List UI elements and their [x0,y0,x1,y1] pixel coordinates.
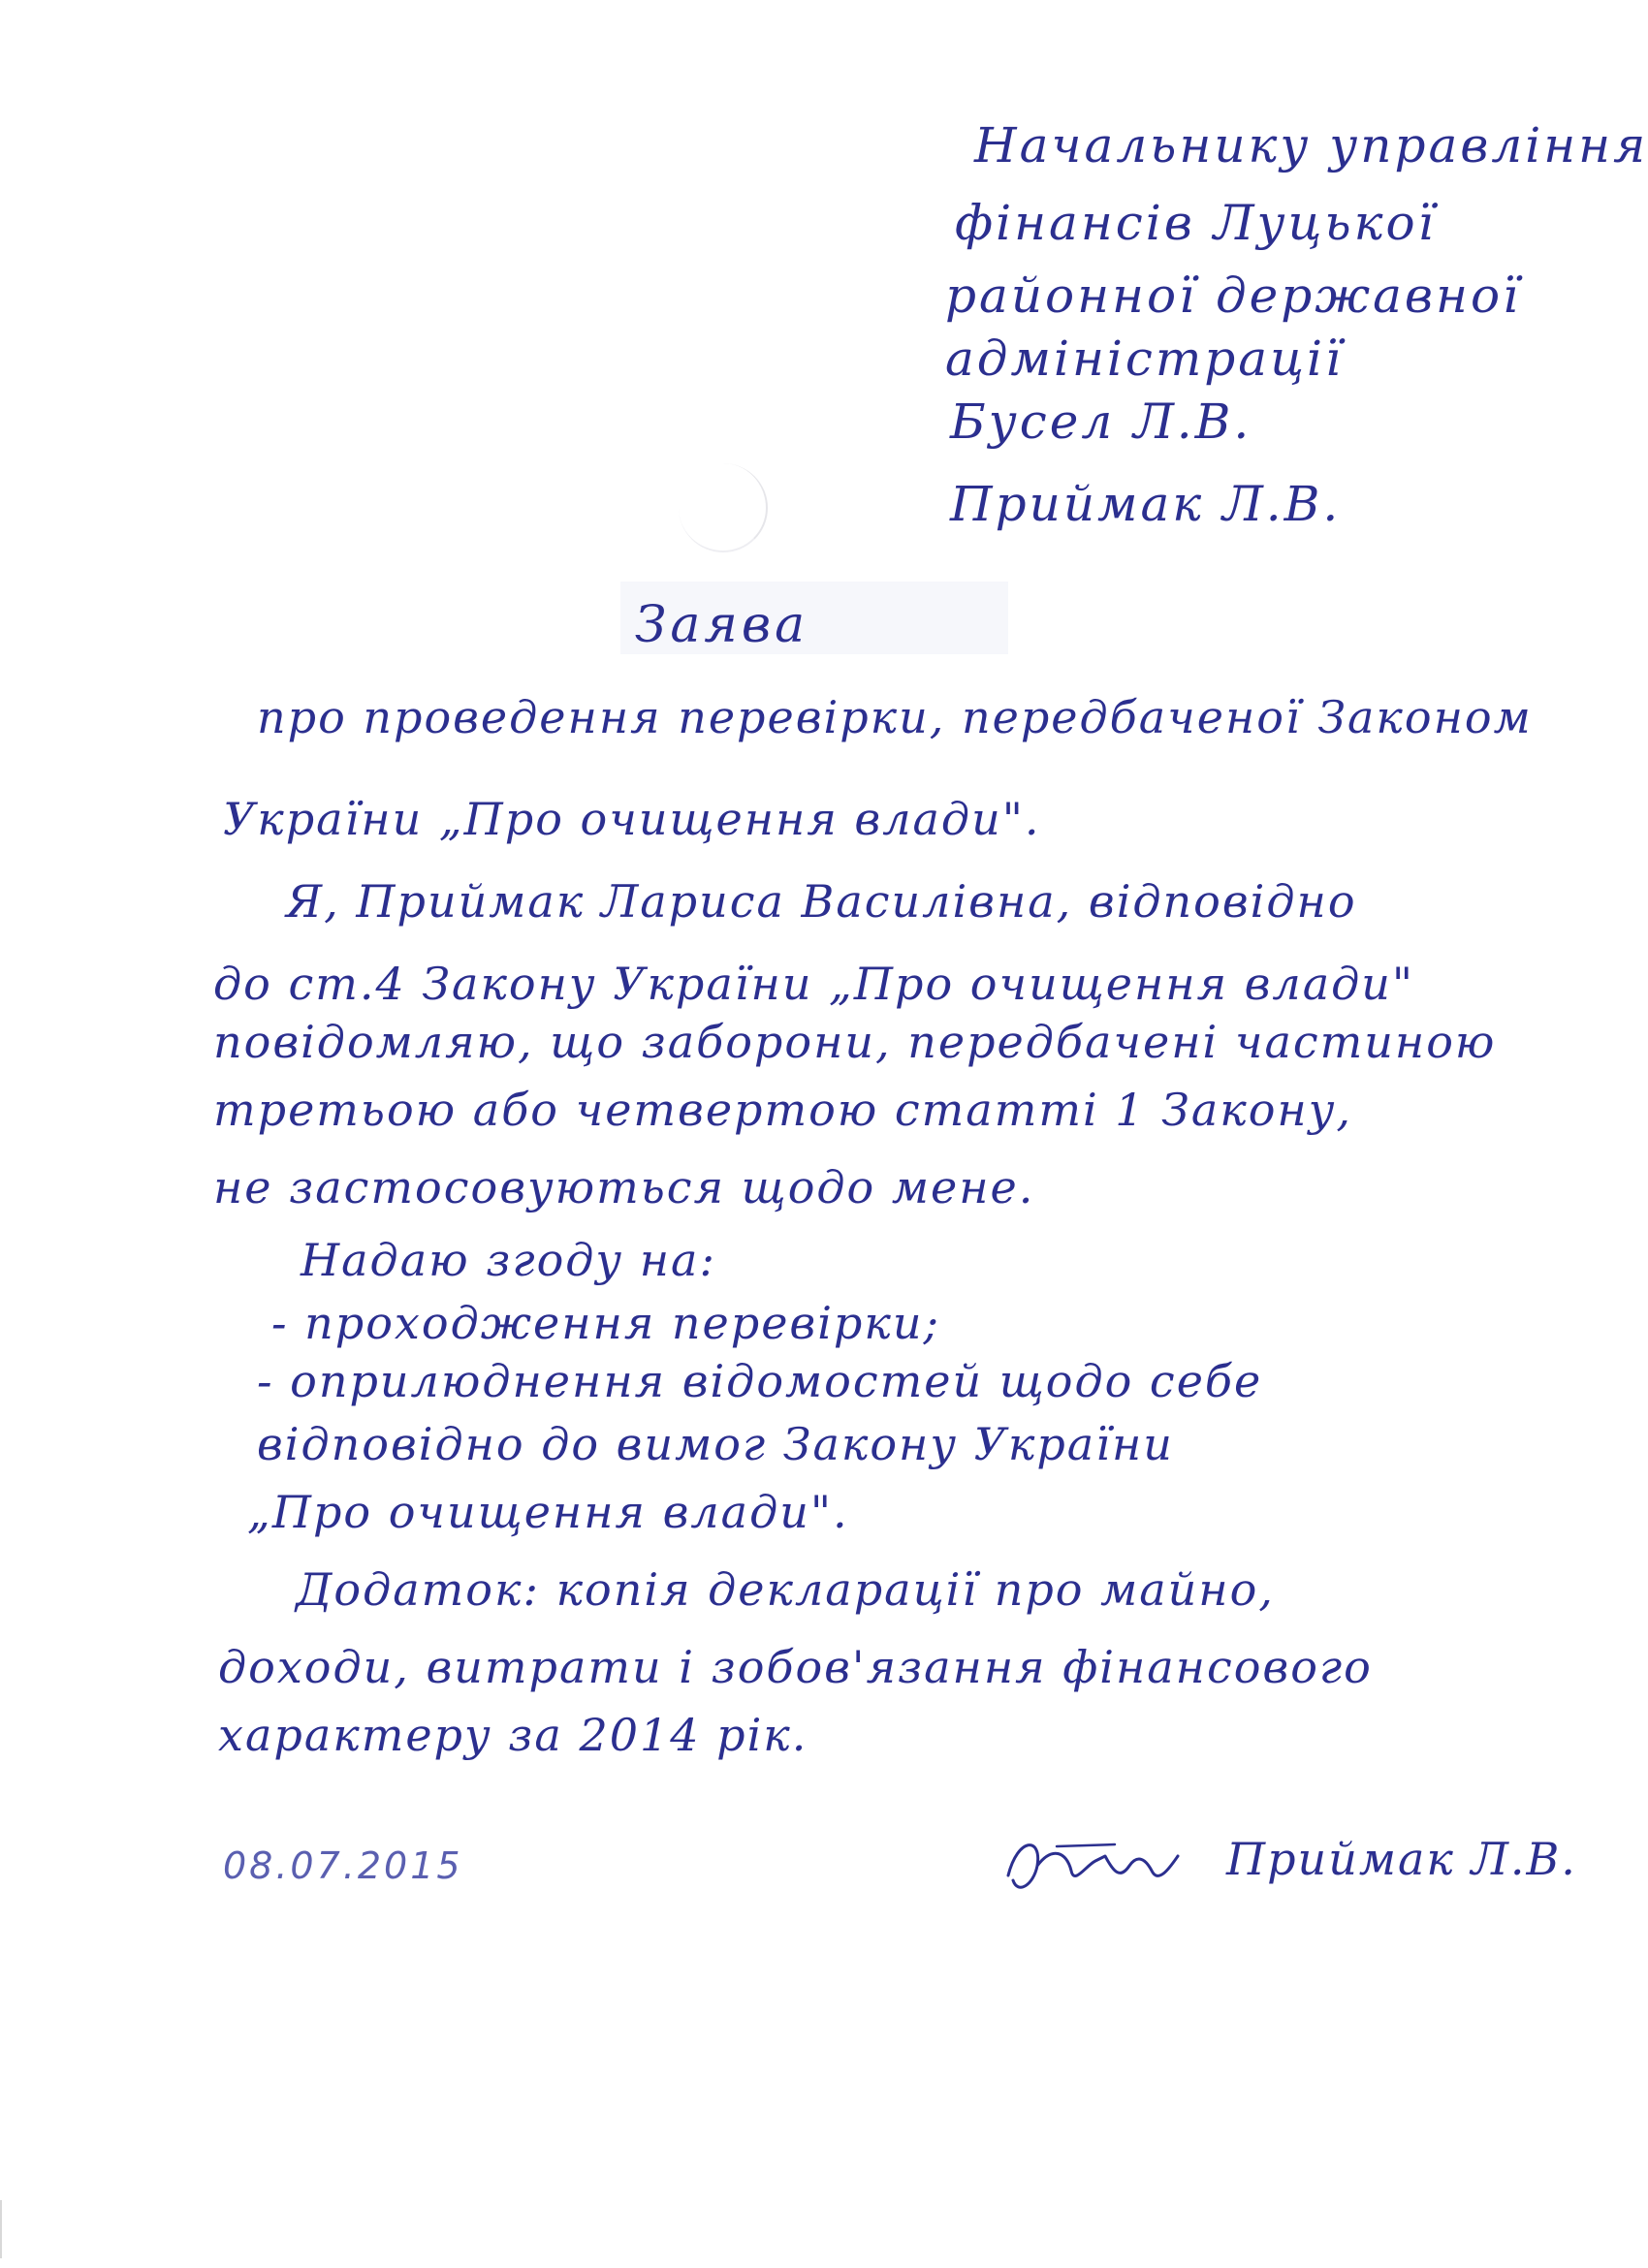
attachment-line: характеру за 2014 рік. [218,1709,808,1761]
subject-line: про проведення перевірки, передбаченої Законом [257,691,1533,743]
statement-line: не застосовуються щодо мене. [213,1161,1035,1213]
consent-line: відповідно до вимог Закону України [257,1418,1174,1470]
consent-line: - проходження перевірки; [271,1297,940,1349]
addressee-line: фінансів Луцької [955,195,1437,251]
document-date: 08.07.2015 [223,1844,463,1887]
attachment-line: Додаток: копія декларації про майно, [296,1563,1275,1616]
subject-line: України „Про очищення влади". [223,793,1041,845]
signatory-name: Приймак Л.В. [1226,1833,1577,1885]
statement-line: Я, Приймак Лариса Василівна, відповідно [286,875,1357,928]
statement-line: повідомляю, що заборони, передбачені частиною [213,1016,1497,1068]
consent-line: - оприлюднення відомостей щодо себе [257,1355,1263,1407]
handwritten-signature [998,1827,1183,1905]
consent-line: „Про очищення влади". [247,1486,849,1538]
addressee-line: адміністрації [945,331,1344,387]
addressee-line: Начальнику управління [974,117,1648,173]
paper-fold-mark [679,463,768,552]
sender-name: Приймак Л.В. [950,476,1342,532]
statement-line: третьою або четвертою статті 1 Закону, [213,1084,1353,1136]
document-title: Заява [635,596,809,654]
attachment-line: доходи, витрати і зобов'язання фінансового [218,1641,1373,1693]
paper-edge-mark [0,2200,16,2258]
statement-line: до ст.4 Закону України „Про очищення влади" [213,958,1415,1010]
consent-line: Надаю згоду на: [301,1234,716,1286]
addressee-name: Бусел Л.В. [950,394,1252,450]
addressee-line: районної державної [945,268,1522,324]
